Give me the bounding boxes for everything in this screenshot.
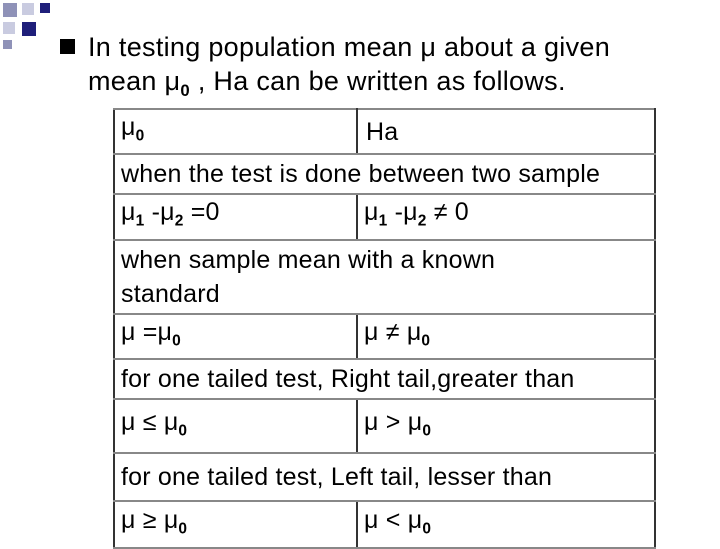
- ha-cell: [357, 194, 655, 239]
- corner-square: [3, 3, 17, 17]
- cell-text: μ < μ: [364, 506, 423, 535]
- subscript: 0: [172, 332, 181, 350]
- section-label: when the test is done between two sample: [114, 154, 655, 194]
- table-row: [114, 194, 655, 239]
- ha-cell: [357, 314, 655, 359]
- hypothesis-table: [113, 108, 656, 549]
- subscript: 0: [180, 80, 191, 100]
- section-row: [114, 154, 655, 194]
- cell-text: μ ≠ μ: [364, 317, 422, 346]
- ha-cell: [357, 501, 655, 548]
- corner-square: [22, 3, 34, 15]
- subscript: 0: [422, 520, 432, 538]
- table-row: [114, 501, 655, 548]
- bullet-text-part: , Ha can be written as follows.: [190, 66, 566, 96]
- table-row: [114, 399, 655, 453]
- cell-text: μ: [121, 198, 136, 227]
- section-label: when sample mean with a known standard: [114, 240, 655, 314]
- cell-text: Ha: [366, 117, 399, 146]
- square-bullet-icon: [60, 39, 75, 54]
- corner-square: [3, 40, 12, 49]
- section-label: for one tailed test, Left tail, lesser than: [114, 453, 655, 501]
- subscript: 2: [174, 212, 184, 230]
- subscript: 0: [178, 421, 188, 439]
- table-header-row: [114, 109, 655, 154]
- subscript: 0: [421, 332, 431, 350]
- table-row: [114, 314, 655, 359]
- cell-text: μ ≥ μ: [121, 506, 179, 535]
- corner-square: [3, 22, 15, 34]
- cell-text: μ ≤ μ: [121, 407, 179, 436]
- h0-cell: [114, 194, 357, 239]
- section-row: [114, 453, 655, 501]
- cell-text: μ =μ: [121, 317, 173, 346]
- cell-text: μ > μ: [364, 407, 423, 436]
- subscript: 2: [417, 212, 427, 230]
- bullet-text: [88, 30, 678, 108]
- h0-cell: [114, 399, 357, 453]
- corner-square: [40, 3, 50, 13]
- subscript: 1: [135, 212, 145, 230]
- section-row: [114, 240, 655, 314]
- h0-cell: [114, 314, 357, 359]
- cell-text: μ: [364, 198, 379, 227]
- ha-header-cell: [357, 109, 655, 154]
- corner-square: [22, 22, 36, 36]
- subscript: 0: [135, 127, 145, 145]
- cell-text: μ: [121, 113, 136, 141]
- subscript: 0: [178, 520, 188, 538]
- bullet-text-part: In testing population mean μ about a given mean μ: [88, 32, 611, 96]
- ha-cell: [357, 399, 655, 453]
- section-label: for one tailed test, Right tail,greater than: [114, 359, 655, 399]
- subscript: 0: [422, 421, 432, 439]
- h0-cell: [114, 501, 357, 548]
- cell-text: =0: [183, 198, 220, 227]
- cell-text: -μ: [387, 198, 418, 227]
- h0-header-cell: [114, 109, 357, 154]
- cell-text: -μ: [144, 198, 175, 227]
- section-row: [114, 359, 655, 399]
- cell-text: ≠ 0: [426, 198, 469, 227]
- corner-decoration: [0, 0, 60, 60]
- subscript: 1: [378, 212, 388, 230]
